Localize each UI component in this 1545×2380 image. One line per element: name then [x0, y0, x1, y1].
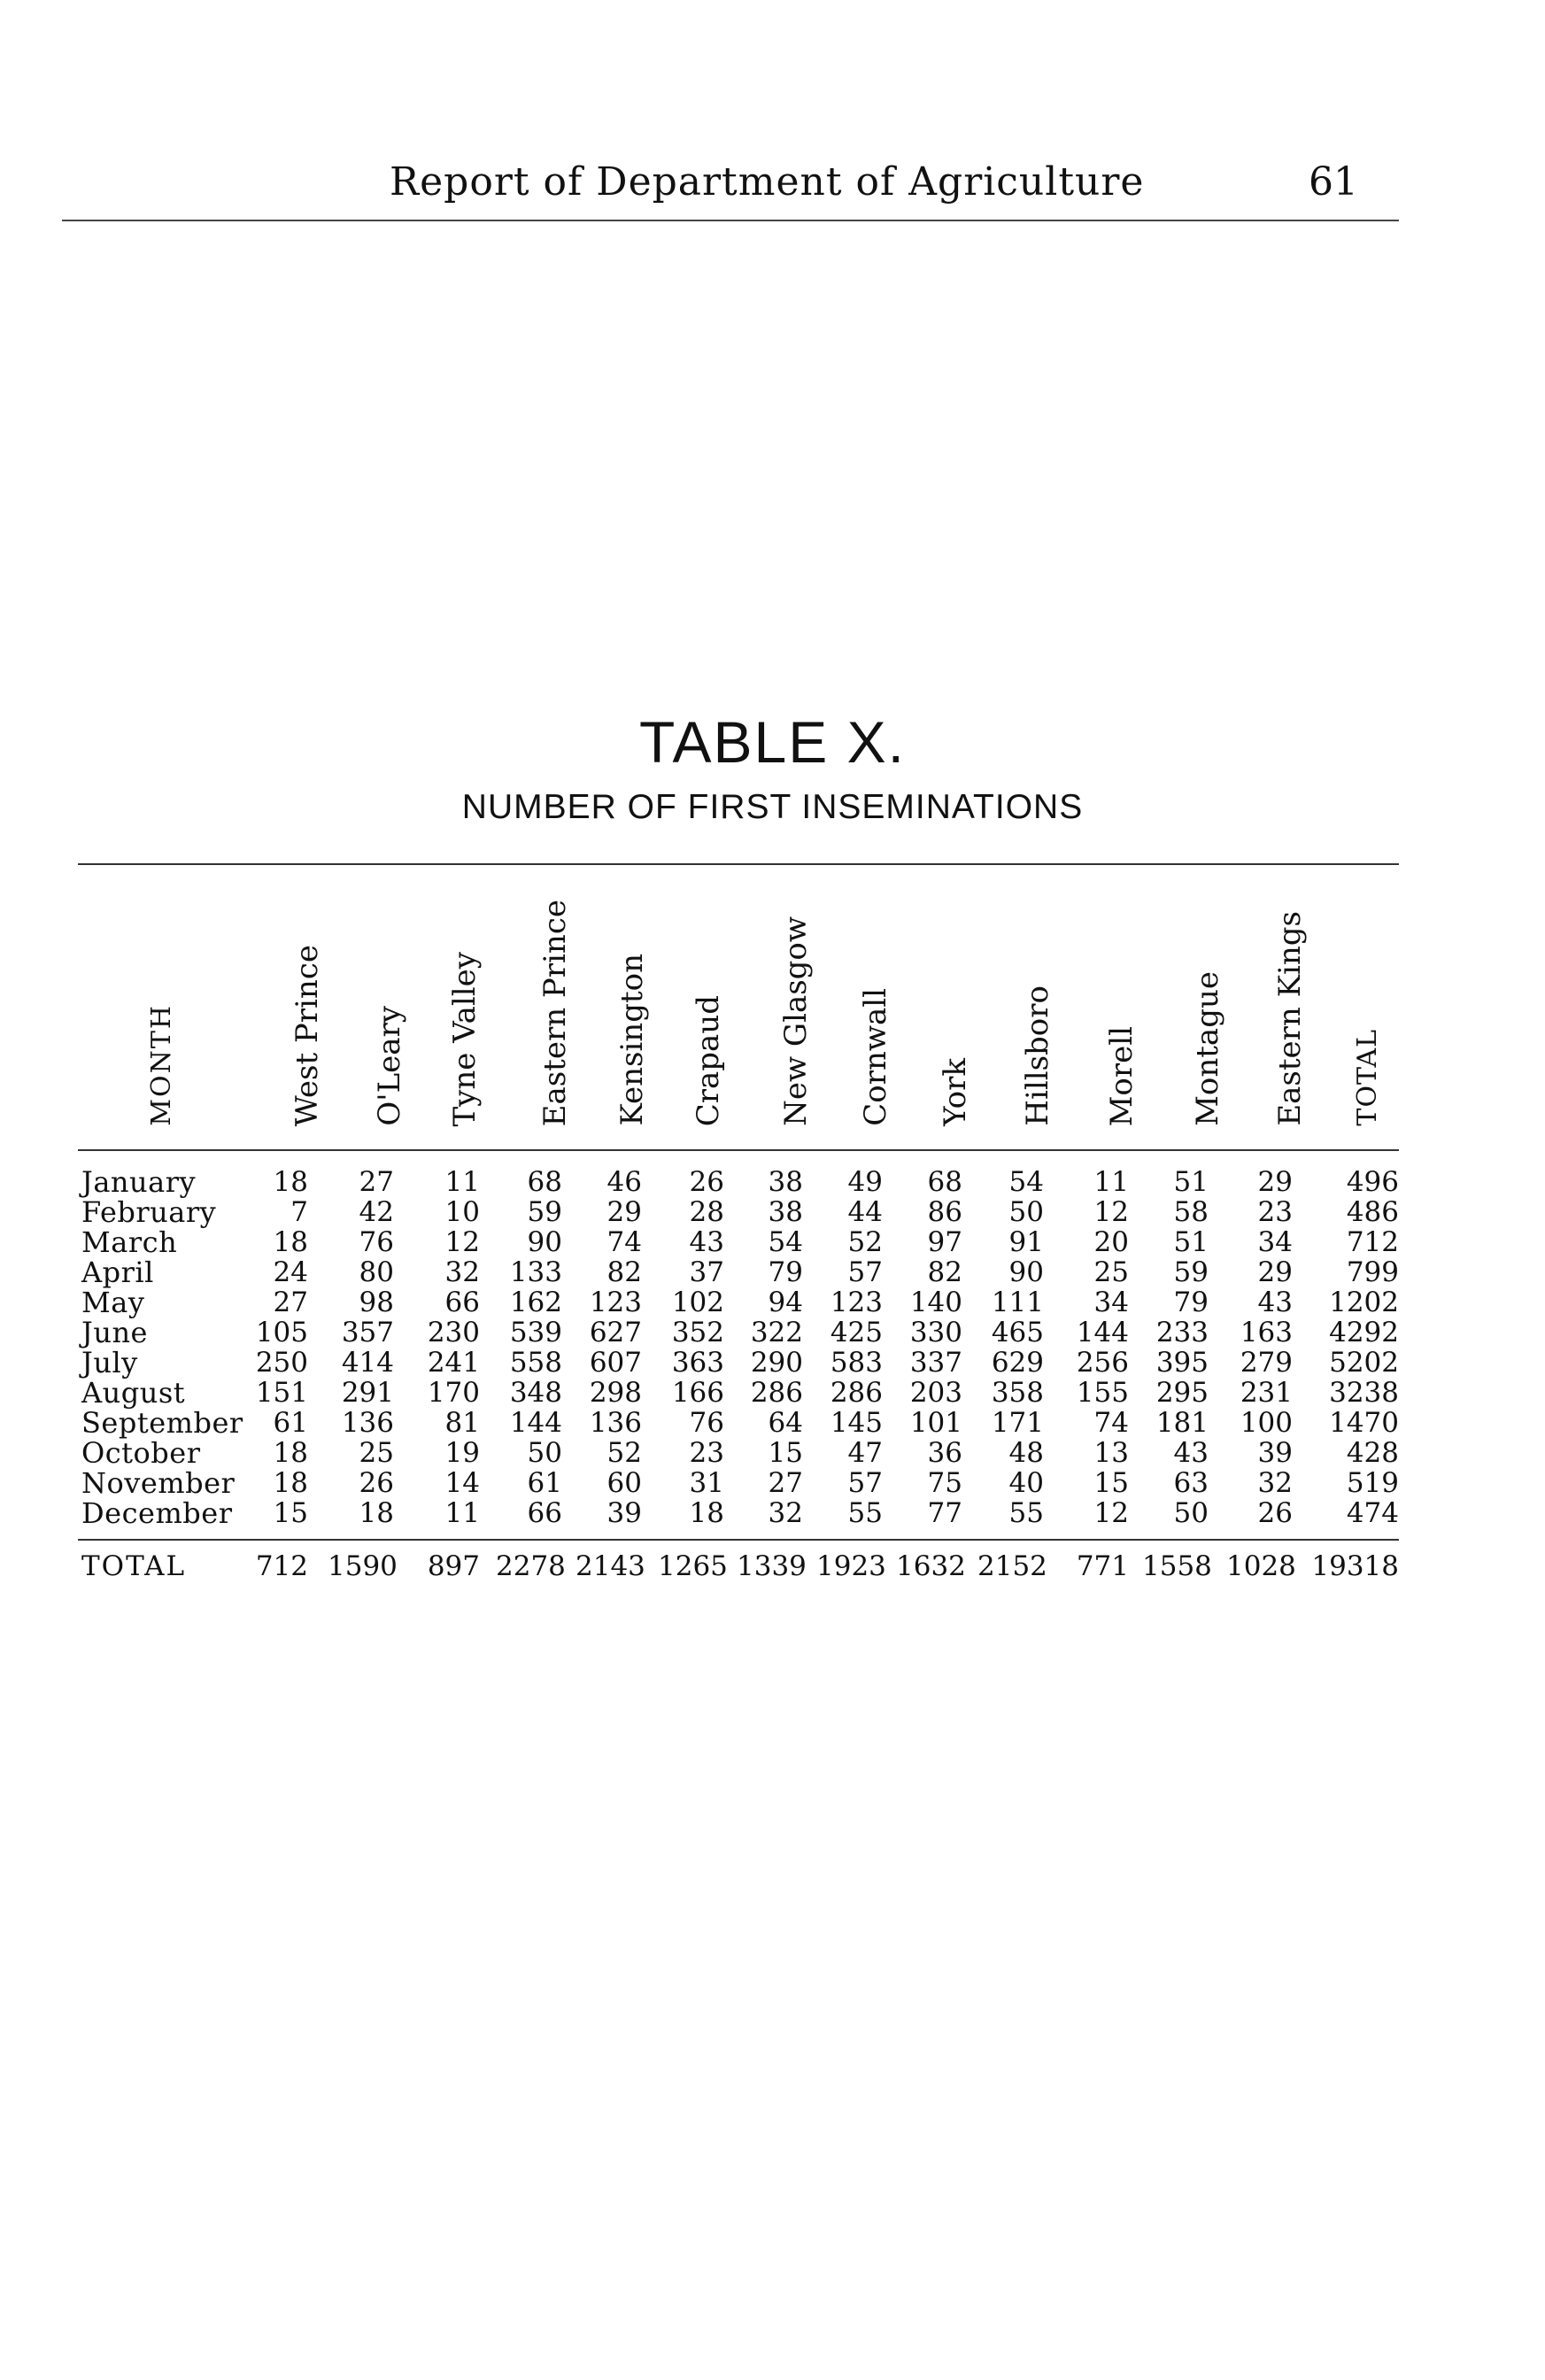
table-cell: 203 — [909, 1377, 962, 1409]
table-cell: 82 — [606, 1256, 642, 1288]
table-cell: 519 — [1346, 1467, 1399, 1499]
table-cell: 101 — [909, 1407, 962, 1439]
table-row — [0, 1318, 1545, 1348]
table-cell: 136 — [589, 1407, 642, 1439]
table-cell: 43 — [689, 1226, 724, 1258]
month-label: June — [81, 1316, 148, 1349]
table-cell: 50 — [1008, 1196, 1044, 1228]
table-cell: 256 — [1076, 1347, 1129, 1379]
table-row — [0, 1197, 1545, 1227]
table-cell: 94 — [768, 1287, 803, 1318]
table-cell: 40 — [1008, 1467, 1044, 1499]
table-cell: 58 — [1173, 1196, 1209, 1228]
total-value: 1923 — [816, 1550, 886, 1582]
table-cell: 91 — [1008, 1226, 1044, 1258]
table-cell: 166 — [671, 1377, 724, 1409]
table-cell: 425 — [830, 1317, 883, 1348]
table-cell: 298 — [589, 1377, 642, 1409]
table-cell: 155 — [1076, 1377, 1129, 1409]
table-cell: 29 — [606, 1196, 642, 1228]
table-cell: 123 — [830, 1287, 883, 1318]
table-cell: 25 — [1093, 1256, 1129, 1288]
column-header-crapaud: Crapaud — [691, 994, 726, 1126]
month-label: December — [81, 1496, 233, 1530]
table-cell: 68 — [527, 1166, 562, 1198]
month-label: October — [81, 1436, 201, 1470]
table-cell: 18 — [689, 1497, 724, 1529]
table-cell: 34 — [1093, 1287, 1129, 1318]
table-cell: 77 — [927, 1497, 962, 1529]
table-cell: 1470 — [1329, 1407, 1399, 1439]
table-cell: 82 — [927, 1256, 962, 1288]
table-cell: 48 — [1008, 1437, 1044, 1469]
table-cell: 50 — [527, 1437, 562, 1469]
month-label: May — [81, 1286, 145, 1319]
table-cell: 49 — [847, 1166, 883, 1198]
total-value: 897 — [427, 1550, 480, 1582]
table-cell: 295 — [1155, 1377, 1209, 1409]
total-label: TOTAL — [81, 1550, 187, 1582]
table-cell: 52 — [847, 1226, 883, 1258]
month-label: September — [81, 1406, 243, 1440]
table-cell: 250 — [255, 1347, 308, 1379]
page-number: 61 — [1309, 159, 1358, 205]
table-cell: 627 — [589, 1317, 642, 1348]
table-cell: 14 — [444, 1467, 480, 1499]
table-cell: 61 — [273, 1407, 308, 1439]
table-cell: 102 — [671, 1287, 724, 1318]
table-cell: 18 — [273, 1166, 308, 1198]
table-cell: 27 — [273, 1287, 308, 1318]
table-cell: 13 — [1093, 1437, 1129, 1469]
table-cell: 291 — [341, 1377, 394, 1409]
table-row — [0, 1257, 1545, 1287]
table-cell: 97 — [927, 1226, 962, 1258]
table-cell: 358 — [991, 1377, 1044, 1409]
table-cell: 47 — [847, 1437, 883, 1469]
total-value: 2143 — [576, 1550, 645, 1582]
table-cell: 100 — [1240, 1407, 1293, 1439]
table-cell: 162 — [509, 1287, 562, 1318]
table-cell: 4292 — [1329, 1317, 1399, 1348]
column-header-hillsboro: Hillsboro — [1020, 985, 1055, 1126]
table-cell: 38 — [768, 1166, 803, 1198]
table-cell: 68 — [927, 1166, 962, 1198]
table-cell: 395 — [1155, 1347, 1209, 1379]
table-cell: 465 — [991, 1317, 1044, 1348]
table-cell: 29 — [1257, 1166, 1293, 1198]
table-cell: 539 — [509, 1317, 562, 1348]
table-cell: 32 — [768, 1497, 803, 1529]
table-row — [0, 1227, 1545, 1257]
total-row — [0, 1551, 1545, 1581]
total-value: 1632 — [896, 1550, 966, 1582]
table-cell: 171 — [991, 1407, 1044, 1439]
total-value: 712 — [255, 1550, 308, 1582]
table-row — [0, 1498, 1545, 1528]
table-cell: 34 — [1257, 1226, 1293, 1258]
table-cell: 76 — [689, 1407, 724, 1439]
total-value: 2152 — [977, 1550, 1047, 1582]
table-cell: 111 — [991, 1287, 1044, 1318]
table-cell: 98 — [359, 1287, 394, 1318]
table-cell: 25 — [359, 1437, 394, 1469]
table-cell: 163 — [1240, 1317, 1293, 1348]
table-cell: 170 — [427, 1377, 480, 1409]
table-cell: 136 — [341, 1407, 394, 1439]
table-cell: 414 — [341, 1347, 394, 1379]
table-row — [0, 1468, 1545, 1498]
table-cell: 27 — [768, 1467, 803, 1499]
column-header-kensington: Kensington — [614, 954, 650, 1126]
table-cell: 231 — [1240, 1377, 1293, 1409]
table-cell: 10 — [444, 1196, 480, 1228]
column-header-york: York — [938, 1058, 973, 1126]
column-header-new-glasgow: New Glasgow — [778, 916, 814, 1126]
table-cell: 54 — [1008, 1166, 1044, 1198]
table-cell: 363 — [671, 1347, 724, 1379]
table-cell: 799 — [1346, 1256, 1399, 1288]
table-cell: 330 — [909, 1317, 962, 1348]
table-cell: 27 — [359, 1166, 394, 1198]
table-cell: 51 — [1173, 1166, 1209, 1198]
table-cell: 1202 — [1329, 1287, 1399, 1318]
table-cell: 26 — [359, 1467, 394, 1499]
table-cell: 75 — [927, 1467, 962, 1499]
column-header-month: MONTH — [146, 1004, 177, 1126]
table-cell: 133 — [509, 1256, 562, 1288]
table-cell: 57 — [847, 1467, 883, 1499]
table-cell: 81 — [444, 1407, 480, 1439]
total-value: 1590 — [328, 1550, 398, 1582]
table-row — [0, 1167, 1545, 1197]
table-cell: 712 — [1346, 1226, 1399, 1258]
table-cell: 357 — [341, 1317, 394, 1348]
table-cell: 18 — [359, 1497, 394, 1529]
month-label: March — [81, 1225, 178, 1259]
table-cell: 629 — [991, 1347, 1044, 1379]
table-row — [0, 1378, 1545, 1408]
table-cell: 44 — [847, 1196, 883, 1228]
table-cell: 79 — [1173, 1287, 1209, 1318]
table-cell: 140 — [909, 1287, 962, 1318]
table-cell: 15 — [768, 1437, 803, 1469]
month-label: February — [81, 1195, 217, 1229]
table-cell: 18 — [273, 1437, 308, 1469]
table-cell: 123 — [589, 1287, 642, 1318]
table-cell: 18 — [273, 1226, 308, 1258]
table-cell: 39 — [606, 1497, 642, 1529]
table-cell: 36 — [927, 1437, 962, 1469]
table-cell: 26 — [689, 1166, 724, 1198]
table-cell: 59 — [527, 1196, 562, 1228]
table-cell: 181 — [1155, 1407, 1209, 1439]
table-cell: 28 — [689, 1196, 724, 1228]
table-cell: 12 — [444, 1226, 480, 1258]
table-cell: 286 — [830, 1377, 883, 1409]
table-cell: 607 — [589, 1347, 642, 1379]
header-rule — [62, 220, 1399, 221]
table-cell: 5202 — [1329, 1347, 1399, 1379]
total-value: 19318 — [1311, 1550, 1399, 1582]
table-cell: 428 — [1346, 1437, 1399, 1469]
table-subtitle: NUMBER OF FIRST INSEMINATIONS — [461, 788, 1084, 826]
column-header-eastern-kings: Eastern Kings — [1272, 911, 1308, 1126]
total-value: 1558 — [1142, 1550, 1212, 1582]
table-cell: 86 — [927, 1196, 962, 1228]
table-cell: 32 — [1257, 1467, 1293, 1499]
table-header-rule — [78, 1149, 1399, 1151]
table-row — [0, 1438, 1545, 1468]
column-header-eastern-prince: Eastern Prince — [537, 899, 573, 1126]
table-cell: 15 — [1093, 1467, 1129, 1499]
table-cell: 24 — [273, 1256, 308, 1288]
table-cell: 32 — [444, 1256, 480, 1288]
column-header-west-prince: West Prince — [290, 944, 325, 1126]
table-cell: 144 — [509, 1407, 562, 1439]
table-cell: 18 — [273, 1467, 308, 1499]
table-cell: 38 — [768, 1196, 803, 1228]
table-cell: 66 — [527, 1497, 562, 1529]
month-label: January — [81, 1165, 197, 1199]
table-cell: 55 — [847, 1497, 883, 1529]
table-cell: 66 — [444, 1287, 480, 1318]
table-cell: 31 — [689, 1467, 724, 1499]
table-cell: 279 — [1240, 1347, 1293, 1379]
table-cell: 290 — [750, 1347, 803, 1379]
table-cell: 60 — [606, 1467, 642, 1499]
column-header-total: TOTAL — [1352, 1029, 1383, 1126]
table-title: TABLE X. — [639, 709, 906, 775]
table-row — [0, 1287, 1545, 1318]
table-cell: 76 — [359, 1226, 394, 1258]
table-cell: 12 — [1093, 1497, 1129, 1529]
table-cell: 52 — [606, 1437, 642, 1469]
table-cell: 59 — [1173, 1256, 1209, 1288]
table-cell: 3238 — [1329, 1377, 1399, 1409]
table-cell: 19 — [444, 1437, 480, 1469]
table-cell: 57 — [847, 1256, 883, 1288]
table-cell: 558 — [509, 1347, 562, 1379]
running-head: Report of Department of Agriculture — [390, 159, 1145, 205]
table-cell: 230 — [427, 1317, 480, 1348]
table-cell: 23 — [689, 1437, 724, 1469]
table-cell: 11 — [444, 1166, 480, 1198]
table-cell: 348 — [509, 1377, 562, 1409]
table-cell: 144 — [1076, 1317, 1129, 1348]
column-header-morell: Morell — [1104, 1025, 1139, 1126]
month-label: April — [81, 1256, 154, 1289]
table-cell: 29 — [1257, 1256, 1293, 1288]
total-value: 1339 — [737, 1550, 807, 1582]
table-cell: 23 — [1257, 1196, 1293, 1228]
table-cell: 20 — [1093, 1226, 1129, 1258]
table-cell: 26 — [1257, 1497, 1293, 1529]
total-value: 2278 — [496, 1550, 566, 1582]
total-value: 1265 — [658, 1550, 728, 1582]
table-cell: 55 — [1008, 1497, 1044, 1529]
table-cell: 39 — [1257, 1437, 1293, 1469]
table-cell: 486 — [1346, 1196, 1399, 1228]
table-cell: 233 — [1155, 1317, 1209, 1348]
table-cell: 15 — [273, 1497, 308, 1529]
month-label: August — [81, 1376, 186, 1410]
table-cell: 74 — [1093, 1407, 1129, 1439]
table-cell: 46 — [606, 1166, 642, 1198]
table-cell: 286 — [750, 1377, 803, 1409]
table-cell: 42 — [359, 1196, 394, 1228]
table-cell: 105 — [255, 1317, 308, 1348]
month-label: July — [81, 1346, 138, 1379]
table-cell: 151 — [255, 1377, 308, 1409]
table-cell: 50 — [1173, 1497, 1209, 1529]
table-row — [0, 1348, 1545, 1378]
table-cell: 80 — [359, 1256, 394, 1288]
table-row — [0, 1408, 1545, 1438]
table-cell: 54 — [768, 1226, 803, 1258]
table-cell: 43 — [1257, 1287, 1293, 1318]
table-cell: 64 — [768, 1407, 803, 1439]
column-header-oleary: O'Leary — [372, 1006, 407, 1126]
column-header-cornwall: Cornwall — [858, 988, 893, 1126]
table-cell: 583 — [830, 1347, 883, 1379]
table-top-rule — [78, 863, 1399, 865]
table-cell: 11 — [1093, 1166, 1129, 1198]
table-cell: 12 — [1093, 1196, 1129, 1228]
month-label: November — [81, 1466, 236, 1500]
table-cell: 63 — [1173, 1467, 1209, 1499]
table-cell: 322 — [750, 1317, 803, 1348]
table-cell: 90 — [527, 1226, 562, 1258]
table-cell: 145 — [830, 1407, 883, 1439]
table-cell: 241 — [427, 1347, 480, 1379]
total-value: 1028 — [1226, 1550, 1296, 1582]
table-cell: 43 — [1173, 1437, 1209, 1469]
table-cell: 496 — [1346, 1166, 1399, 1198]
table-cell: 352 — [671, 1317, 724, 1348]
table-cell: 337 — [909, 1347, 962, 1379]
table-cell: 11 — [444, 1497, 480, 1529]
total-rule — [78, 1539, 1399, 1541]
column-header-montague: Montague — [1190, 971, 1225, 1126]
column-header-tyne-valley: Tyne Valley — [447, 951, 483, 1126]
table-cell: 90 — [1008, 1256, 1044, 1288]
table-cell: 79 — [768, 1256, 803, 1288]
total-value: 771 — [1076, 1550, 1129, 1582]
table-cell: 474 — [1346, 1497, 1399, 1529]
table-cell: 74 — [606, 1226, 642, 1258]
table-cell: 61 — [527, 1467, 562, 1499]
table-cell: 51 — [1173, 1226, 1209, 1258]
table-cell: 7 — [290, 1196, 308, 1228]
table-cell: 37 — [689, 1256, 724, 1288]
